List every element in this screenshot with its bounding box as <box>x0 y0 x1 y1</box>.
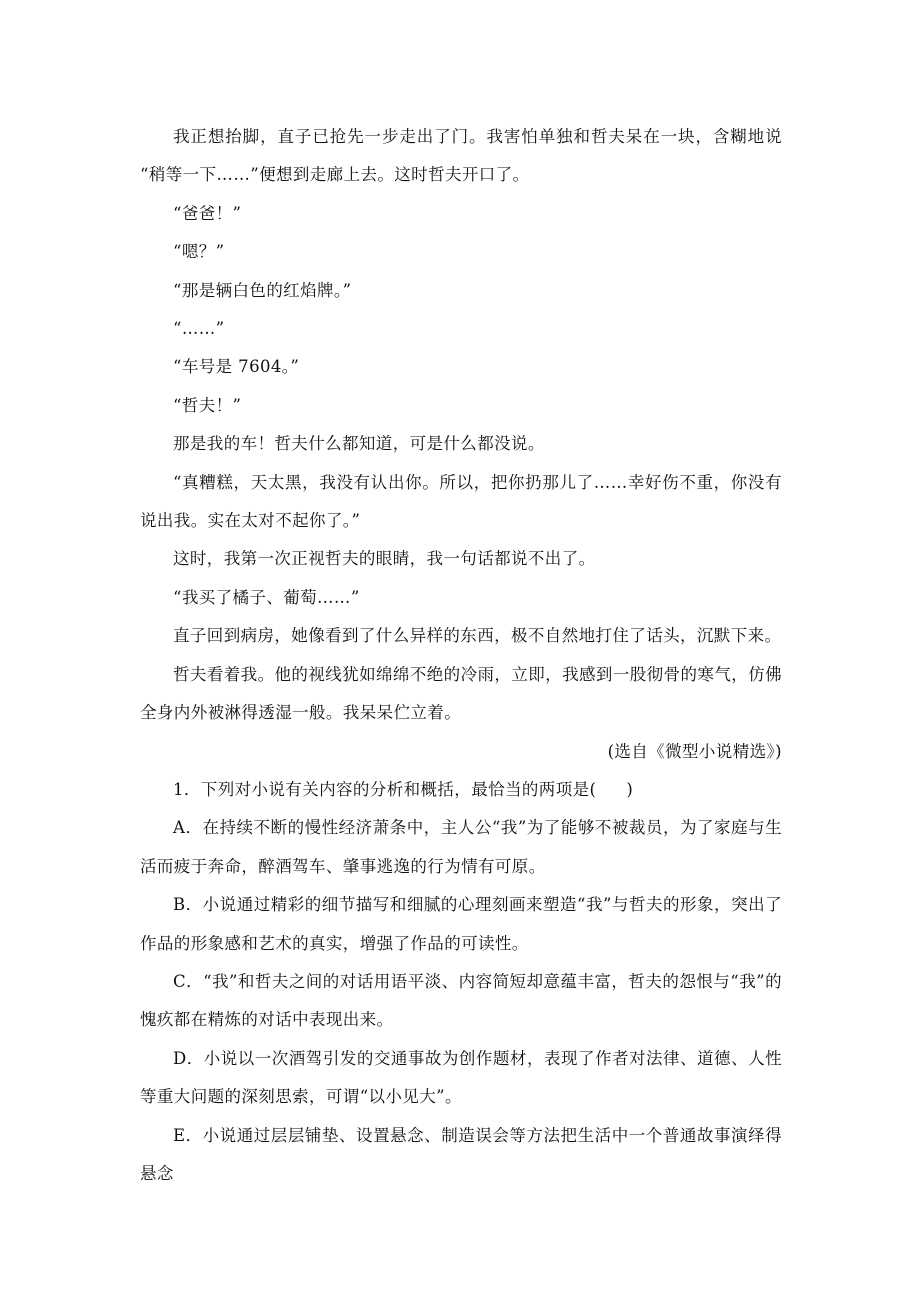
document-page <box>140 118 782 1193</box>
dialogue-line: “……” <box>173 319 225 339</box>
dialogue-line: “嗯？” <box>173 242 225 262</box>
dialogue-line: “那是辆白色的红焰牌。” <box>173 280 352 300</box>
option-d: D．小说以一次酒驾引发的交通事故为创作题材，表现了作者对法律、道德、人性等重大问题的深刻思索，可谓“以小见大”。 <box>140 1048 782 1107</box>
passage-paragraph: 哲夫看着我。他的视线犹如绵绵不绝的冷雨，立即，我感到一股彻骨的寒气，仿佛全身内外被淋得透湿一般。我呆呆伫立着。 <box>140 664 782 723</box>
dialogue-line: “车号是 7604。” <box>173 357 300 377</box>
question-stem-close: ) <box>626 779 634 799</box>
question-stem <box>140 771 782 809</box>
option-c: C．“我”和哲夫之间的对话用语平淡、内容简短却意蕴丰富，哲夫的怨恨与“我”的愧疚都在精炼的对话中表现出来。 <box>140 971 782 1030</box>
option-a: A．在持续不断的慢性经济萧条中，主人公“我”为了能够不被裁员，为了家庭与生活而疲于奔命，醉酒驾车、肇事逃逸的行为情有可原。 <box>140 818 782 876</box>
dialogue-line: “爸爸！” <box>173 203 242 223</box>
passage-paragraph: 那是我的车！哲夫什么都知道，可是什么都没说。 <box>173 434 545 454</box>
dialogue-line: “我买了橘子、葡萄……” <box>173 587 360 607</box>
source-note: (选自《微型小说精选》) <box>607 741 782 761</box>
passage-paragraph: 这时，我第一次正视哲夫的眼睛，我一句话都说不出了。 <box>173 549 596 569</box>
option-b: B．小说通过精彩的细节描写和细腻的心理刻画来塑造“我”与哲夫的形象，突出了作品的形象感和艺术的真实，增强了作品的可读性。 <box>140 895 782 953</box>
passage-paragraph: 直子回到病房，她像看到了什么异样的东西，极不自然地打住了话头，沉默下来。 <box>173 626 782 646</box>
dialogue-line: “哲夫！” <box>173 395 242 415</box>
question-stem-text: 1．下列对小说有关内容的分析和概括，最恰当的两项是( <box>173 779 597 799</box>
dialogue-line: “真糟糕，天太黑，我没有认出你。所以，把你扔那儿了……幸好伤不重，你没有说出我。实在太对不起你了。” <box>140 472 782 531</box>
passage-paragraph: 我正想抬脚，直子已抢先一步走出了门。我害怕单独和哲夫呆在一块，含糊地说 “稍等一下……”便想到走廊上去。这时哲夫开口了。 <box>140 127 782 185</box>
option-e: E．小说通过层层铺垫、设置悬念、制造误会等方法把生活中一个普通故事演绎得悬念 <box>140 1125 782 1183</box>
